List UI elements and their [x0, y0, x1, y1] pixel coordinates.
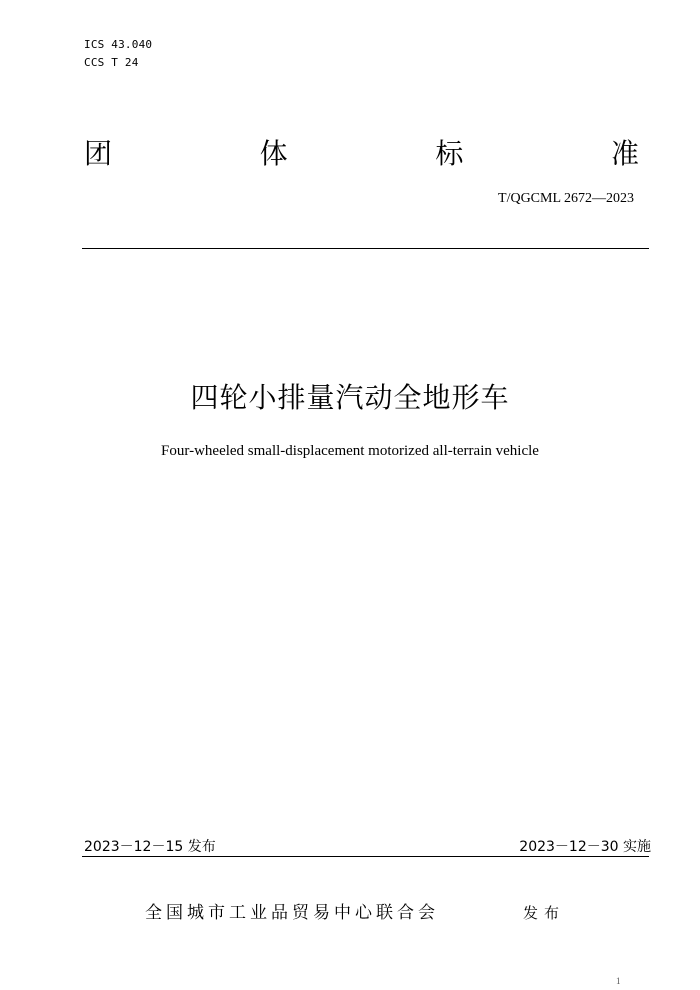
publish-label: 发布: [523, 904, 566, 922]
standard-type-char-1: 团: [84, 137, 113, 170]
implementation-date: 2023－12－30 实施: [519, 839, 651, 855]
standard-type-char-2: 体: [259, 137, 288, 170]
classification-codes: [84, 36, 152, 72]
standard-type-heading: [84, 134, 639, 174]
ics-code: ICS 43.040: [84, 38, 153, 51]
title-chinese: 四轮小排量汽动全地形车: [190, 381, 510, 414]
footer-divider: [82, 856, 649, 857]
standard-type-char-3: 标: [435, 137, 464, 170]
title-english: Four-wheeled small-displacement motorized all-terrain vehicle: [161, 443, 539, 459]
ccs-code: CCS T 24: [84, 56, 139, 69]
standard-type-char-4: 准: [610, 137, 639, 170]
page-number: 1: [616, 976, 621, 986]
standard-number: T/QGCML 2672—2023: [498, 191, 634, 206]
header-divider: [82, 248, 649, 249]
publisher-name: 全国城市工业品贸易中心联合会: [145, 903, 439, 923]
issue-date: 2023－12－15 发布: [84, 839, 216, 855]
